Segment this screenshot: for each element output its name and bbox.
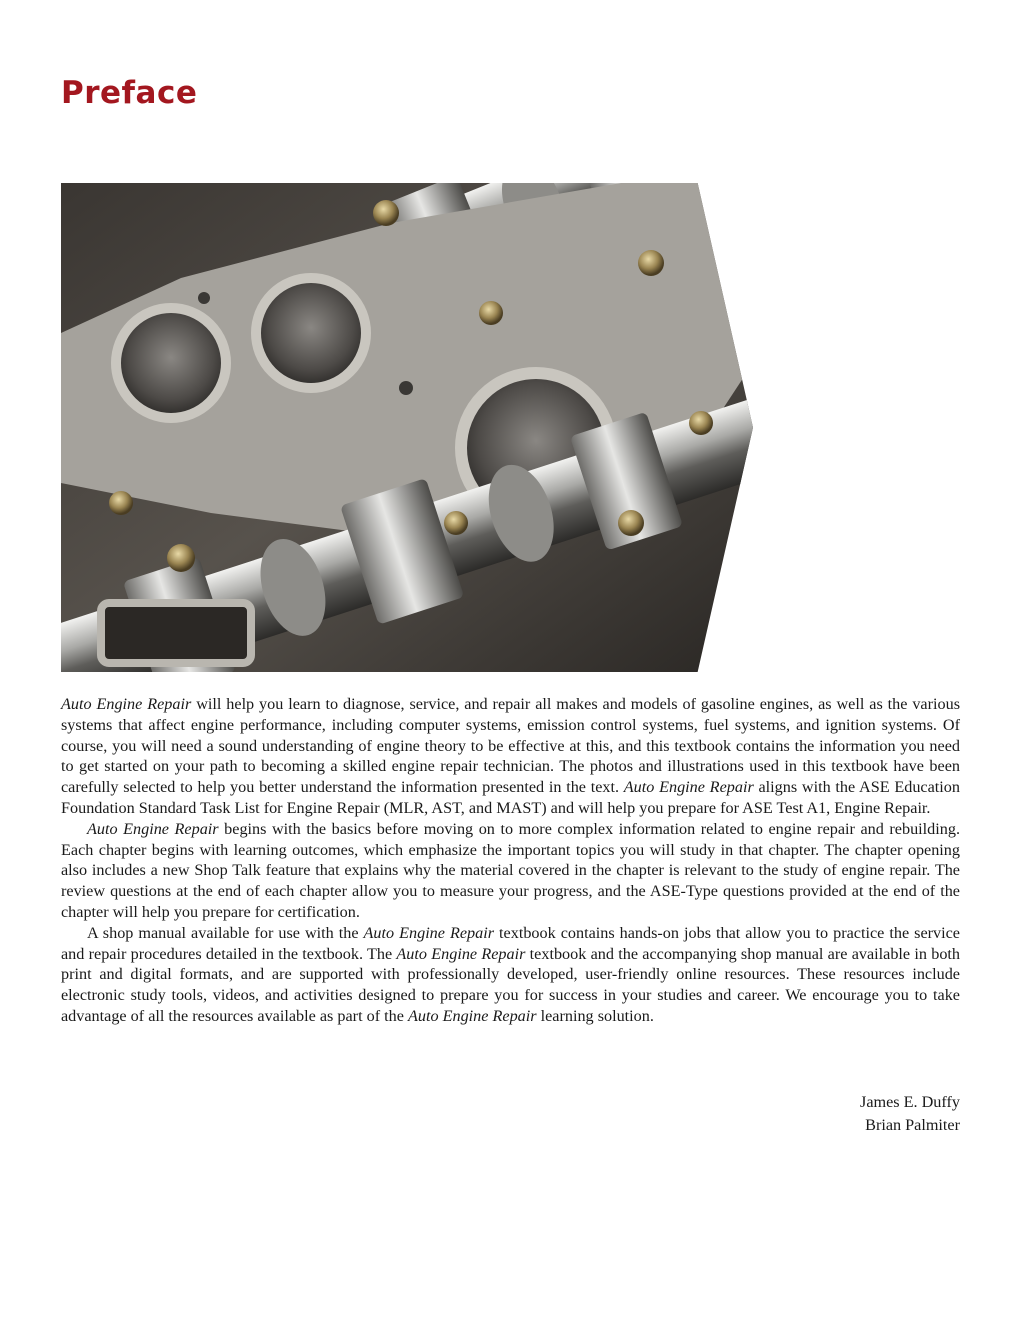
book-title: Auto Engine Repair — [623, 778, 754, 797]
preface-body — [61, 694, 960, 1027]
book-title: Auto Engine Repair — [396, 944, 526, 963]
author-name: Brian Palmiter — [865, 1116, 960, 1134]
engine-photo — [61, 183, 753, 672]
book-title: Auto Engine Repair — [363, 923, 495, 942]
author-name: James E. Duffy — [860, 1093, 960, 1111]
body-paragraph-1: Auto Engine Repair will help you learn to diagnose, service, and repair all makes and models of gasoline engines, as well as the various systems that affect engine performance, including computer systems, emission control systems, fuel systems, and ignition systems. Of course, you will need a sound understanding of engine theory to be effective at this, and this textbook contains the information you need to get started on your path to becoming a skilled engine repair technician. The photos and illustrations used in this textbook have been carefully selected to help you better understand the information presented in the text. Auto Engine Repair aligns with the ASE Education Foundation Standard Task List for Engine Repair (MLR, AST, and MAST) and will help you prepare for ASE Test A1, Engine Repair. — [61, 695, 960, 817]
book-title: Auto Engine Repair — [61, 695, 192, 713]
body-paragraph-3: A shop manual available for use with the Auto Engine Repair textbook contains hands-on jobs that allow you to practice the service and repair procedures detailed in the textbook. The Auto Engine Repair textbook and the accompanying shop manual are available in both print and digital formats, and are supported with professionally developed, user-friendly online resources. These resources include electronic study tools, videos, and activities designed to prepare you for success in your studies and career. We encourage you to take advantage of all the resources available as part of the Auto Engine Repair learning solution. — [61, 923, 961, 1025]
body-paragraph-2: Auto Engine Repair begins with the basics before moving on to more complex information related to engine repair and rebuilding. Each chapter begins with learning outcomes, which emphasize the important topics you will study in that chapter. The chapter opening also includes a new Shop Talk feature that explains why the material covered in the chapter is relevant to the study of engine repair. The review questions at the end of each chapter allow you to measure your progress, and the ASE-Type questions provided at the end of the chapter will help you prepare for certification. — [61, 819, 960, 921]
book-title: Auto Engine Repair — [87, 819, 219, 838]
author-signatures — [860, 1091, 960, 1137]
page-title: Preface — [61, 75, 198, 111]
book-title: Auto Engine Repair — [407, 1006, 537, 1025]
